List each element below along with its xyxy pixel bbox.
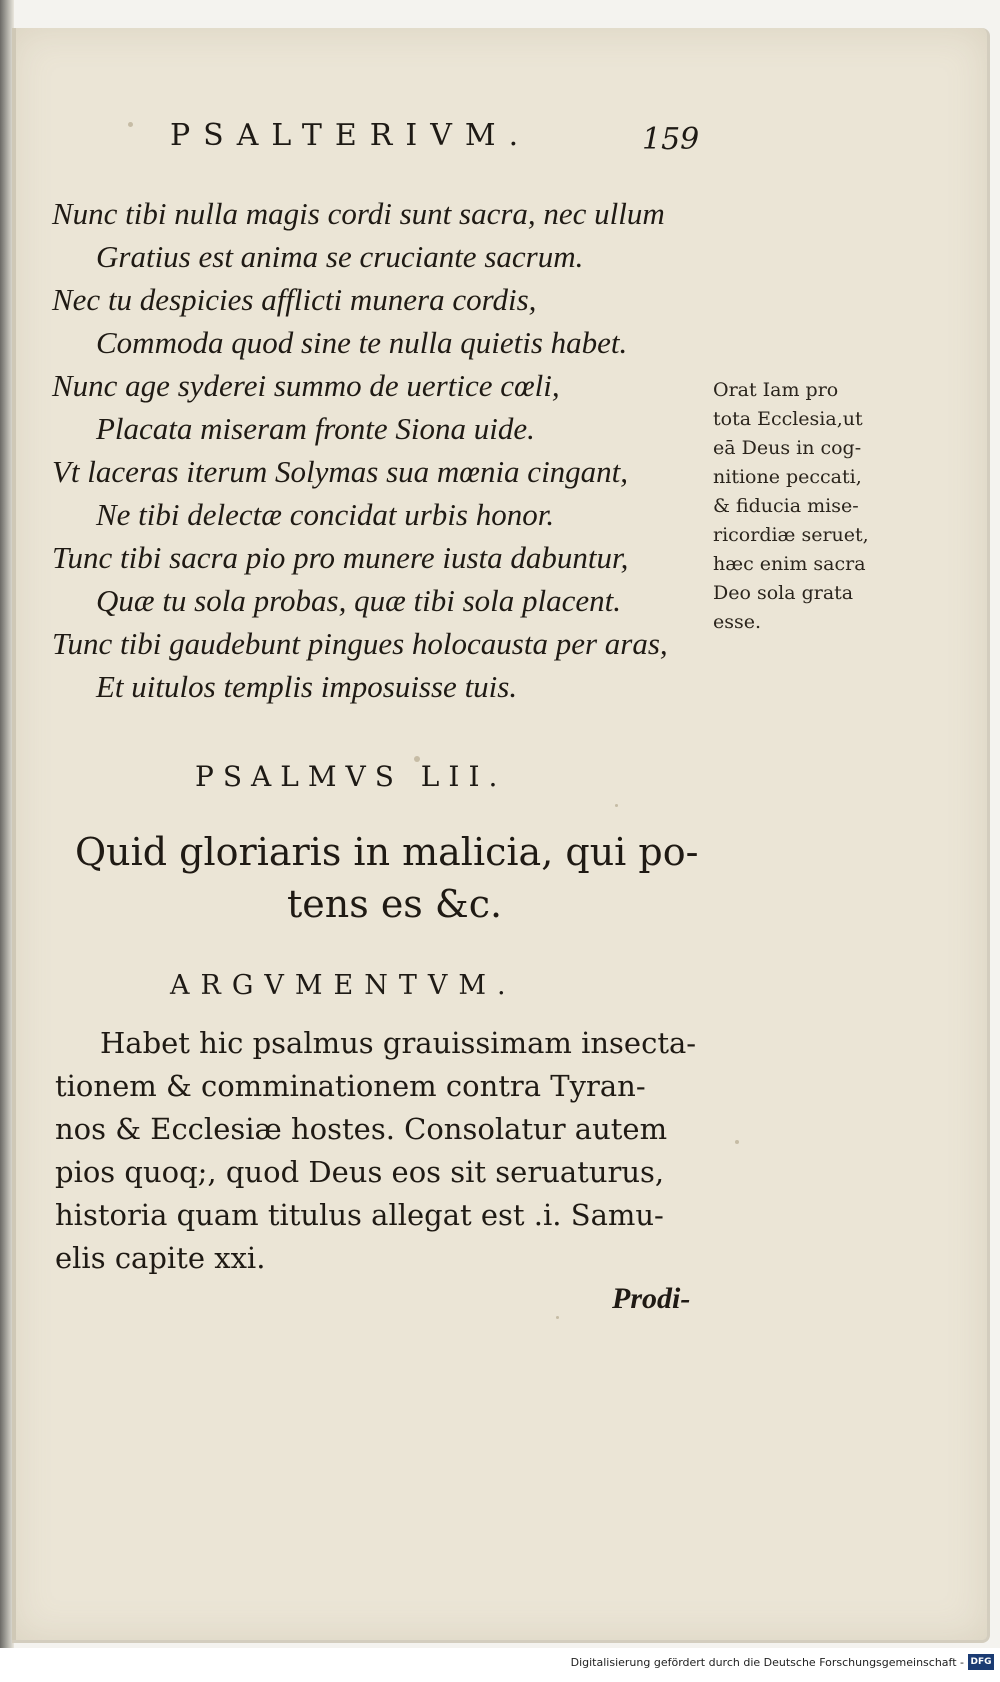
marginal-note-line: nitione peccati, (713, 466, 862, 488)
argument-line: historia quam titulus allegat est .i. Samu- (55, 1198, 664, 1232)
verse-line: Tunc tibi sacra pio pro munere iusta dabuntur, (52, 540, 629, 575)
verse-line: Nec tu despicies afflicti munera cordis, (52, 282, 537, 317)
running-head-title: PSALTERIVM. (170, 118, 532, 153)
marginal-note-line: & fiducia mise- (713, 495, 859, 517)
dfg-logo: DFG (968, 1654, 994, 1670)
verse-line: Et uitulos templis imposuisse tuis. (96, 669, 518, 704)
verse-line: Placata miseram fronte Siona uide. (96, 411, 535, 446)
verse-line: Vt laceras iterum Solymas sua mœnia cingant, (52, 454, 629, 489)
incipit-line: tens es &c. (287, 882, 503, 926)
argument-heading: ARGVMENTVM. (170, 970, 517, 1001)
marginal-note (713, 376, 913, 637)
verse-line: Quæ tu sola probas, quæ tibi sola placent. (96, 583, 622, 618)
incipit-line: Quid gloriaris in malicia, qui po- (75, 830, 699, 874)
marginal-note-line: hæc enim sacra (713, 553, 866, 575)
argument-line: elis capite xxi. (55, 1241, 266, 1275)
marginal-note-line: Orat Iam pro (713, 379, 839, 401)
argument-text (55, 1022, 715, 1280)
marginal-note-line: ricordiæ seruet, (713, 524, 869, 546)
argument-line: tionem & comminationem contra Tyran- (55, 1069, 646, 1103)
argument-line: Habet hic psalmus grauissimam insecta- (100, 1026, 697, 1060)
marginal-note-line: esse. (713, 611, 762, 633)
verse-line: Commoda quod sine te nulla quietis habet. (96, 325, 628, 360)
verse-line: Tunc tibi gaudebunt pingues holocausta per aras, (52, 626, 668, 661)
argument-line: pios quoq;, quod Deus eos sit seruaturus, (55, 1155, 665, 1189)
page-number: 159 (642, 122, 700, 157)
footer-bar (0, 1648, 1000, 1682)
page-gutter-edge (12, 28, 16, 1640)
marginal-note-line: eā Deus in cog- (713, 437, 862, 459)
marginal-note-line: Deo sola grata (713, 582, 854, 604)
verse-line: Nunc age syderei summo de uertice cœli, (52, 368, 560, 403)
verse-line: Gratius est anima se cruciante sacrum. (96, 239, 584, 274)
marginal-note-line: tota Ecclesia,ut (713, 408, 863, 430)
psalm-incipit (75, 826, 715, 930)
psalm-title: PSALMVS LII. (195, 760, 507, 793)
verse-block (52, 192, 692, 708)
verse-line: Nunc tibi nulla magis cordi sunt sacra, nec ullum (52, 196, 665, 231)
verse-line: Ne tibi delectæ concidat urbis honor. (96, 497, 555, 532)
digitization-credit: Digitalisierung gefördert durch die Deutsche Forschungsgemeinschaft - (570, 1656, 964, 1669)
argument-line: nos & Ecclesiæ hostes. Consolatur autem (55, 1112, 668, 1146)
catchword: Prodi- (612, 1282, 691, 1315)
